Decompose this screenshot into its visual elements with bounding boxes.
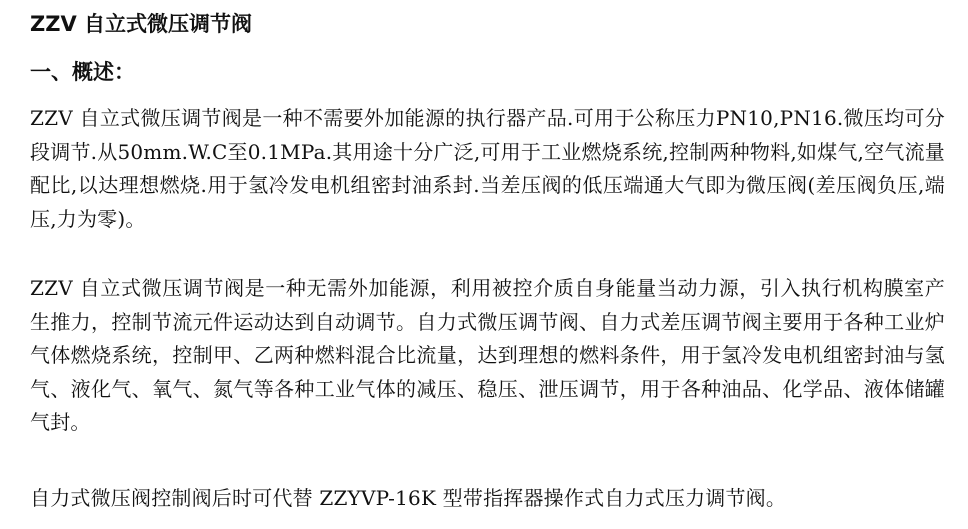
paragraph-1: ZZV 自立式微压调节阀是一种不需要外加能源的执行器产品.可用于公称压力PN10,PN16.微压均可分段调节.从50mm.W.C至0.1MPa.其用途十分广泛,可用于工业燃烧系统,控制两种物料,如煤气,空气流量配比,以达理想燃烧.用于氢冷发电机组密封油系封.当差压阀的低压端通大气即为微压阀(差压阀负压,端压,力为零)。	[30, 106, 945, 231]
paragraph-2: ZZV 自立式微压调节阀是一种无需外加能源，利用被控介质自身能量当动力源，引入执行机构膜室产生推力，控制节流元件运动达到自动调节。自力式微压调节阀、自力式差压调节阀主要用于各种工业炉气体燃烧系统，控制甲、乙两种燃料混合比流量，达到理想的燃料条件，用于氢冷发电机组密封油与氢气、液化气、氧气、氮气等各种工业气体的减压、稳压、泄压调节，用于各种油品、化学品、液体储罐气封。	[30, 276, 945, 434]
section-heading-overview: 一、概述：	[30, 60, 135, 84]
document-title: ZZV 自立式微压调节阀	[30, 12, 253, 36]
paragraph-3: 自力式微压阀控制阀后时可代替 ZZYVP-16K 型带指挥器操作式自力式压力调节阀。	[30, 486, 787, 510]
